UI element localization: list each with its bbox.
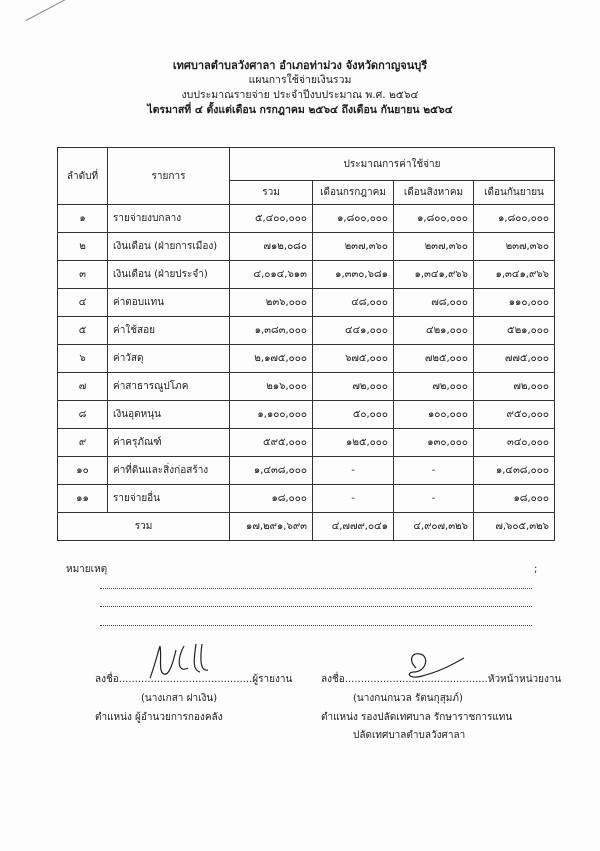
- table-total-row: [58, 513, 555, 541]
- right-sign-line: ลงชื่อ.............................................หัวหน้าหน่วยงาน: [321, 674, 562, 685]
- total-sum: ๑๗,๒๙๑,๖๙๓: [230, 513, 313, 541]
- row-july: -: [313, 485, 394, 513]
- row-july: ๑,๘๐๐,๐๐๐: [313, 205, 394, 233]
- row-no: ๒: [58, 233, 108, 261]
- row-no: ๙: [58, 429, 108, 457]
- row-no: ๖: [58, 345, 108, 373]
- row-item: เงินเดือน (ฝ่ายประจำ): [108, 261, 230, 289]
- col-header-estimate: ประมาณการค่าใช้จ่าย: [230, 148, 555, 181]
- row-item: ค่าที่ดินและสิ่งก่อสร้าง: [108, 457, 230, 485]
- row-september: ๑๘,๐๐๐: [474, 485, 555, 513]
- row-item: ค่าใช้สอย: [108, 317, 230, 345]
- table-row: [58, 429, 555, 457]
- remarks-label: หมายเหตุ: [66, 564, 108, 575]
- total-august: ๔,๙๐๗,๓๒๖: [394, 513, 474, 541]
- row-august: ๑๐๐,๐๐๐: [394, 401, 474, 429]
- row-total: ๒๓๖,๐๐๐: [230, 289, 313, 317]
- row-item: ค่าวัสดุ: [108, 345, 230, 373]
- row-august: ๗๘,๐๐๐: [394, 289, 474, 317]
- row-no: ๗: [58, 373, 108, 401]
- row-item: เงินอุดหนุน: [108, 401, 230, 429]
- remarks-line: [100, 624, 532, 626]
- total-september: ๗,๖๐๕,๓๒๖: [474, 513, 555, 541]
- row-no: ๘: [58, 401, 108, 429]
- remarks-line: [100, 587, 532, 589]
- total-july: ๔,๗๗๙,๐๔๑: [313, 513, 394, 541]
- header-plan-title: แผนการใช้จ่ายเงินรวม: [248, 74, 352, 86]
- row-july: -: [313, 457, 394, 485]
- header-organization: เทศบาลตำบลวังศาลา อำเภอท่าม่วง จังหวัดกาญจนบุรี: [172, 59, 428, 72]
- row-total: ๑,๔๓๘,๐๐๐: [230, 457, 313, 485]
- table-row: [58, 401, 555, 429]
- row-july: ๑๒๕,๐๐๐: [313, 429, 394, 457]
- row-august: ๑,๘๐๐,๐๐๐: [394, 205, 474, 233]
- row-total: ๑,๓๘๓,๐๐๐: [230, 317, 313, 345]
- row-no: ๓: [58, 261, 108, 289]
- row-july: ๔๘,๐๐๐: [313, 289, 394, 317]
- row-september: ๒๓๗,๓๖๐: [474, 233, 555, 261]
- row-september: ๑๑๐,๐๐๐: [474, 289, 555, 317]
- row-september: ๗๒,๐๐๐: [474, 373, 555, 401]
- table-row: [58, 205, 555, 233]
- row-august: ๗๒,๐๐๐: [394, 373, 474, 401]
- table-row: [58, 289, 555, 317]
- row-total: ๕,๔๐๐,๐๐๐: [230, 205, 313, 233]
- total-label: รวม: [58, 513, 230, 541]
- row-no: ๕: [58, 317, 108, 345]
- row-august: ๑,๓๔๑,๙๖๖: [394, 261, 474, 289]
- left-sign-line: ลงชื่อ..........................................ผู้รายงาน: [95, 674, 293, 685]
- row-september: ๑,๔๓๘,๐๐๐: [474, 457, 555, 485]
- row-item: เงินเดือน (ฝ่ายการเมือง): [108, 233, 230, 261]
- row-item: ค่าตอบแทน: [108, 289, 230, 317]
- table-row: [58, 373, 555, 401]
- left-signer-name: (นางเกสา ฝาเงิน): [141, 693, 218, 704]
- col-header-item: รายการ: [108, 148, 230, 205]
- col-header-september: เดือนกันยายน: [474, 181, 555, 205]
- row-july: ๑,๓๓๐,๖๘๑: [313, 261, 394, 289]
- row-august: ๑๓๐,๐๐๐: [394, 429, 474, 457]
- row-total: ๗๑๒,๐๘๐: [230, 233, 313, 261]
- row-august: -: [394, 485, 474, 513]
- row-july: ๒๓๗,๓๖๐: [313, 233, 394, 261]
- row-september: ๓๔๐,๐๐๐: [474, 429, 555, 457]
- row-july: ๕๐,๐๐๐: [313, 401, 394, 429]
- row-september: ๗๗๕,๐๐๐: [474, 345, 555, 373]
- col-header-august: เดือนสิงหาคม: [394, 181, 474, 205]
- remarks-semicolon: ;: [534, 564, 538, 575]
- row-no: ๑: [58, 205, 108, 233]
- row-september: ๕๒๑,๐๐๐: [474, 317, 555, 345]
- row-no: ๑๑: [58, 485, 108, 513]
- right-signer-name: (นางกนกนวล รัตนกุสุมภ์): [353, 693, 463, 704]
- table-row: [58, 345, 555, 373]
- right-signer-position-2: ปลัดเทศบาลตำบลวังศาลา: [353, 730, 466, 741]
- row-no: ๑๐: [58, 457, 108, 485]
- left-signer-position: ตำแหน่ง ผู้อำนวยการกองคลัง: [95, 712, 223, 723]
- row-item: ค่าสาธารณูปโภค: [108, 373, 230, 401]
- col-header-no: ลำดับที่: [58, 148, 108, 205]
- row-august: ๗๒๕,๐๐๐: [394, 345, 474, 373]
- col-header-total: รวม: [230, 181, 313, 205]
- row-total: ๕๙๕,๐๐๐: [230, 429, 313, 457]
- row-september: ๙๕๐,๐๐๐: [474, 401, 555, 429]
- scan-corner-mark: [26, 0, 72, 21]
- budget-table: [57, 147, 555, 541]
- table-row: [58, 485, 555, 513]
- header-quarter: ไตรมาสที่ ๔ ตั้งแต่เดือน กรกฎาคม ๒๕๖๔ ถึงเดือน กันยายน ๒๕๖๔: [147, 104, 453, 116]
- row-august: ๒๓๗,๓๖๐: [394, 233, 474, 261]
- remarks-line: [100, 605, 532, 607]
- table-row: [58, 233, 555, 261]
- row-august: ๔๒๑,๐๐๐: [394, 317, 474, 345]
- row-item: รายจ่ายอื่น: [108, 485, 230, 513]
- right-signer-position: ตำแหน่ง รองปลัดเทศบาล รักษาราชการแทน: [321, 712, 513, 723]
- row-total: ๑,๑๐๐,๐๐๐: [230, 401, 313, 429]
- row-july: ๗๒,๐๐๐: [313, 373, 394, 401]
- row-item: ค่าครุภัณฑ์: [108, 429, 230, 457]
- row-september: ๑,๘๐๐,๐๐๐: [474, 205, 555, 233]
- row-september: ๑,๓๔๑,๙๖๖: [474, 261, 555, 289]
- row-total: ๑๘,๐๐๐: [230, 485, 313, 513]
- row-total: ๔,๐๑๔,๖๑๓: [230, 261, 313, 289]
- document-header: [0, 58, 600, 118]
- row-item: รายจ่ายงบกลาง: [108, 205, 230, 233]
- row-july: ๖๗๕,๐๐๐: [313, 345, 394, 373]
- row-no: ๔: [58, 289, 108, 317]
- table-row: [58, 457, 555, 485]
- col-header-july: เดือนกรกฎาคม: [313, 181, 394, 205]
- row-august: -: [394, 457, 474, 485]
- table-row: [58, 261, 555, 289]
- table-row: [58, 317, 555, 345]
- row-total: ๒,๑๗๕,๐๐๐: [230, 345, 313, 373]
- row-total: ๒๑๖,๐๐๐: [230, 373, 313, 401]
- header-budget-year: งบประมาณรายจ่าย ประจำปีงบประมาณ พ.ศ. ๒๕๖๔: [181, 89, 419, 101]
- row-july: ๔๔๑,๐๐๐: [313, 317, 394, 345]
